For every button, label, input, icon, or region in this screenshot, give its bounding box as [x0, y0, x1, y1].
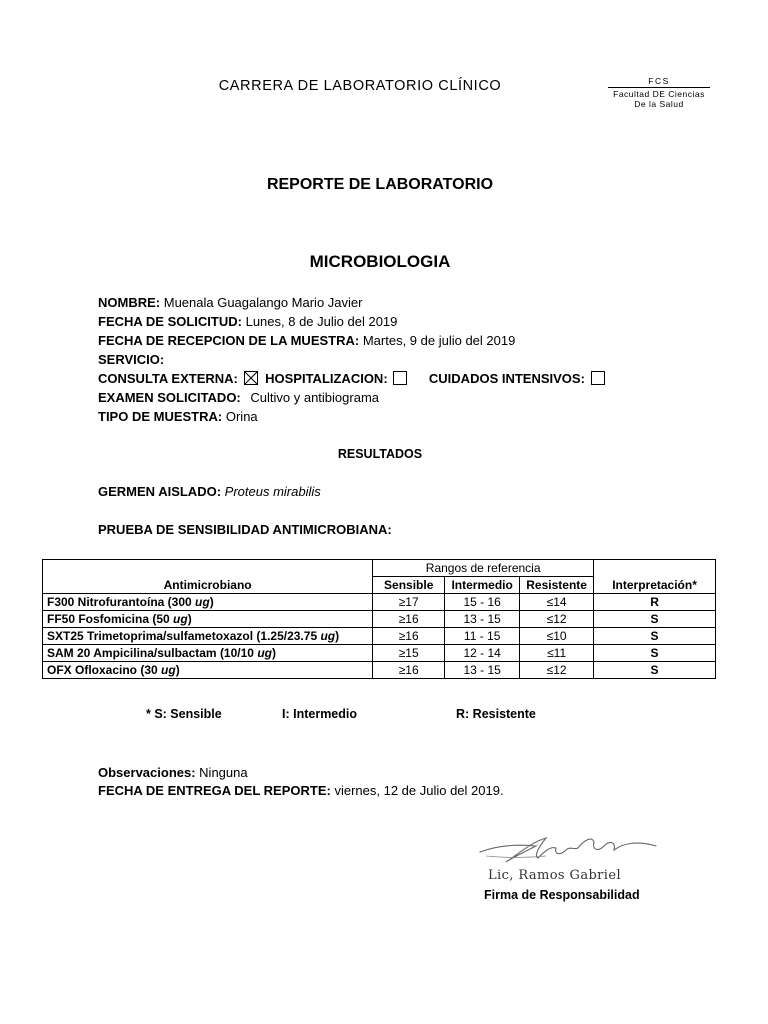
- logo-abbreviation: FCS: [648, 76, 670, 86]
- drug-cell: [43, 611, 373, 628]
- service-label: SERVICIO:: [98, 352, 165, 367]
- intermedio-cell: 13 - 15: [445, 611, 520, 628]
- drug-close: ): [187, 612, 192, 626]
- sensible-cell: ≥16: [373, 611, 445, 628]
- drug-name: SXT25 Trimetoprima/sulfametoxazol (1.25/23.75: [47, 629, 321, 643]
- intermedio-cell: 13 - 15: [445, 662, 520, 679]
- exam-line: [98, 389, 379, 408]
- drug-name: F300 Nitrofurantoína (300: [47, 595, 196, 609]
- observations-line: [98, 764, 248, 783]
- interpretation-cell: S: [594, 628, 716, 645]
- cuidados-intensivos-label: CUIDADOS INTENSIVOS:: [428, 371, 585, 386]
- drug-unit: ug: [173, 612, 188, 626]
- germ-value: Proteus mirabilis: [224, 484, 321, 499]
- drug-unit: ug: [161, 663, 176, 677]
- interpretation-cell: S: [594, 662, 716, 679]
- table-row: [43, 594, 716, 611]
- hospitalizacion-label: HOSPITALIZACION:: [265, 371, 388, 386]
- resistente-cell: ≤12: [520, 662, 594, 679]
- table-header-row: [43, 577, 716, 594]
- interpretation-cell: R: [594, 594, 716, 611]
- interpretation-cell: S: [594, 611, 716, 628]
- legend-intermedio: I: Intermedio: [282, 707, 358, 721]
- signer-name: Lic, Ramos Gabriel: [488, 868, 622, 883]
- drug-name: FF50 Fosfomicina (50: [47, 612, 174, 626]
- consulta-externa-label: CONSULTA EXTERNA:: [98, 371, 238, 386]
- service-line: [98, 351, 164, 370]
- logo-line-2: De la Salud: [634, 99, 684, 109]
- request-date-label: FECHA DE SOLICITUD:: [98, 314, 242, 329]
- sample-line: [98, 408, 258, 427]
- drug-name: SAM 20 Ampicilina/sulbactam (10/10: [47, 646, 258, 660]
- sensitivity-title-line: [98, 521, 392, 540]
- name-line: [98, 294, 362, 313]
- section-title: MICROBIOLOGIA: [309, 252, 451, 271]
- patient-name: Muenala Guagalango Mario Javier: [163, 295, 363, 310]
- interpretation-cell: S: [594, 645, 716, 662]
- header-sensible: Sensible: [373, 577, 445, 594]
- sample-value: Orina: [225, 409, 258, 424]
- fcs-logo: [600, 76, 718, 109]
- request-date-line: [98, 313, 397, 332]
- reference-ranges-header: Rangos de referencia: [373, 560, 594, 577]
- empty-header-cell: [43, 560, 373, 577]
- legend-sensible: * S: Sensible: [146, 707, 222, 721]
- drug-close: ): [175, 663, 180, 677]
- sensible-cell: ≥16: [373, 662, 445, 679]
- logo-line-1: Facultad DE Ciencias: [613, 89, 705, 99]
- reception-date: Martes, 9 de julio del 2019: [362, 333, 516, 348]
- drug-close: ): [335, 629, 340, 643]
- observations-label: Observaciones:: [98, 765, 196, 780]
- delivery-label: FECHA DE ENTREGA DEL REPORTE:: [98, 783, 331, 798]
- resistente-cell: ≤10: [520, 628, 594, 645]
- header-resistente: Resistente: [520, 577, 594, 594]
- drug-unit: ug: [320, 629, 336, 643]
- drug-cell: [43, 662, 373, 679]
- table-row: [43, 628, 716, 645]
- sensible-cell: ≥15: [373, 645, 445, 662]
- sensible-cell: ≥17: [373, 594, 445, 611]
- table-row: [43, 611, 716, 628]
- drug-unit: ug: [195, 595, 210, 609]
- checkbox-x-icon: [245, 372, 257, 384]
- intermedio-cell: 12 - 14: [445, 645, 520, 662]
- sample-label: TIPO DE MUESTRA:: [98, 409, 223, 424]
- header-antimicrobial: Antimicrobiano: [43, 577, 373, 594]
- drug-close: ): [271, 646, 276, 660]
- intermedio-cell: 15 - 16: [445, 594, 520, 611]
- legend-resistente: R: Resistente: [456, 707, 536, 721]
- exam-label: EXAMEN SOLICITADO:: [98, 390, 241, 405]
- resistente-cell: ≤12: [520, 611, 594, 628]
- resistente-cell: ≤11: [520, 645, 594, 662]
- name-label: NOMBRE:: [98, 295, 161, 310]
- delivery-value: viernes, 12 de Julio del 2019.: [334, 783, 504, 798]
- intermedio-cell: 11 - 15: [445, 628, 520, 645]
- table-group-header-row: [43, 560, 716, 577]
- drug-unit: ug: [257, 646, 272, 660]
- germ-label: GERMEN AISLADO:: [98, 484, 222, 499]
- drug-cell: [43, 594, 373, 611]
- service-options-line: [98, 370, 609, 389]
- results-title: RESULTADOS: [337, 447, 423, 461]
- drug-name: OFX Ofloxacino (30: [47, 663, 162, 677]
- sensitivity-title: PRUEBA DE SENSIBILIDAD ANTIMICROBIANA:: [98, 522, 392, 537]
- request-date: Lunes, 8 de Julio del 2019: [245, 314, 398, 329]
- logo-rule: [608, 87, 710, 88]
- table-row: [43, 645, 716, 662]
- header-intermedio: Intermedio: [445, 577, 520, 594]
- drug-cell: [43, 628, 373, 645]
- handwritten-signature: [476, 828, 666, 868]
- delivery-line: [98, 782, 504, 801]
- antibiogram-table: [42, 559, 716, 679]
- header-interpretation: Interpretación*: [594, 577, 716, 594]
- exam-value: Cultivo y antibiograma: [250, 390, 380, 405]
- empty-header-cell: [594, 560, 716, 577]
- reception-date-line: [98, 332, 515, 351]
- hospitalizacion-checkbox[interactable]: [393, 371, 407, 385]
- report-title: REPORTE DE LABORATORIO: [266, 176, 494, 193]
- reception-date-label: FECHA DE RECEPCION DE LA MUESTRA:: [98, 333, 360, 348]
- germ-line: [98, 483, 321, 502]
- cuidados-intensivos-checkbox[interactable]: [591, 371, 605, 385]
- institution-title: CARRERA DE LABORATORIO CLÍNICO: [218, 78, 502, 94]
- resistente-cell: ≤14: [520, 594, 594, 611]
- consulta-externa-checkbox[interactable]: [244, 371, 258, 385]
- observations-value: Ninguna: [199, 765, 248, 780]
- signer-role: Firma de Responsabilidad: [484, 888, 640, 902]
- table-row: [43, 662, 716, 679]
- drug-cell: [43, 645, 373, 662]
- sensible-cell: ≥16: [373, 628, 445, 645]
- drug-close: ): [209, 595, 214, 609]
